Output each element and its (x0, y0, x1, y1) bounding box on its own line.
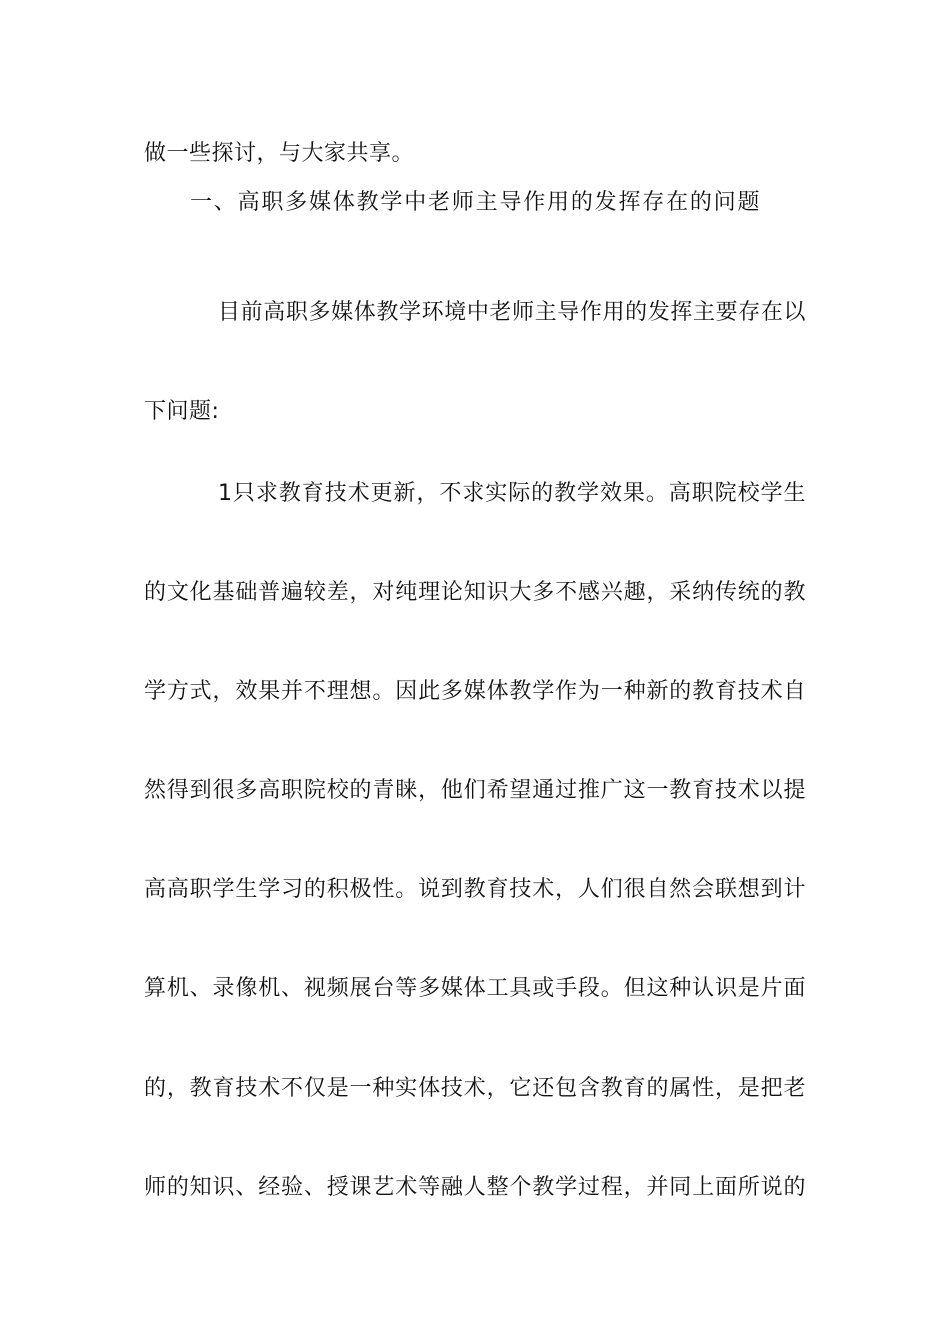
paragraph-line: 下问题: (144, 399, 220, 424)
paragraph-line: 算机、录像机、视频展台等多媒体工具或手段。但这种认识是片面 (144, 976, 806, 1001)
text-line: 做一些探讨，与大家共享。 (144, 141, 415, 166)
paragraph-line: 的文化基础普遍较差，对纯理论知识大多不感兴趣，采纳传统的教 (144, 580, 806, 605)
paragraph-line: 学方式，效果并不理想。因此多媒体教学作为一种新的教育技术自 (144, 679, 806, 704)
paragraph-line: 然得到很多高职院校的青睐，他们希望通过推广这一教育技术以提 (144, 778, 806, 803)
paragraph-line: 1只求教育技术更新，不求实际的教学效果。高职院校学生 (218, 481, 806, 506)
paragraph-line: 目前高职多媒体教学环境中老师主导作用的发挥主要存在以 (218, 300, 806, 325)
paragraph-line: 的，教育技术不仅是一种实体技术，它还包含教育的属性，是把老 (144, 1076, 806, 1101)
paragraph-line: 高高职学生学习的积极性。说到教育技术，人们很自然会联想到计 (144, 877, 806, 902)
paragraph-line: 师的知识、经验、授课艺术等融人整个教学过程，并同上面所说的 (144, 1175, 806, 1200)
section-heading: 一、高职多媒体教学中老师主导作用的发挥存在的问题 (190, 190, 760, 215)
